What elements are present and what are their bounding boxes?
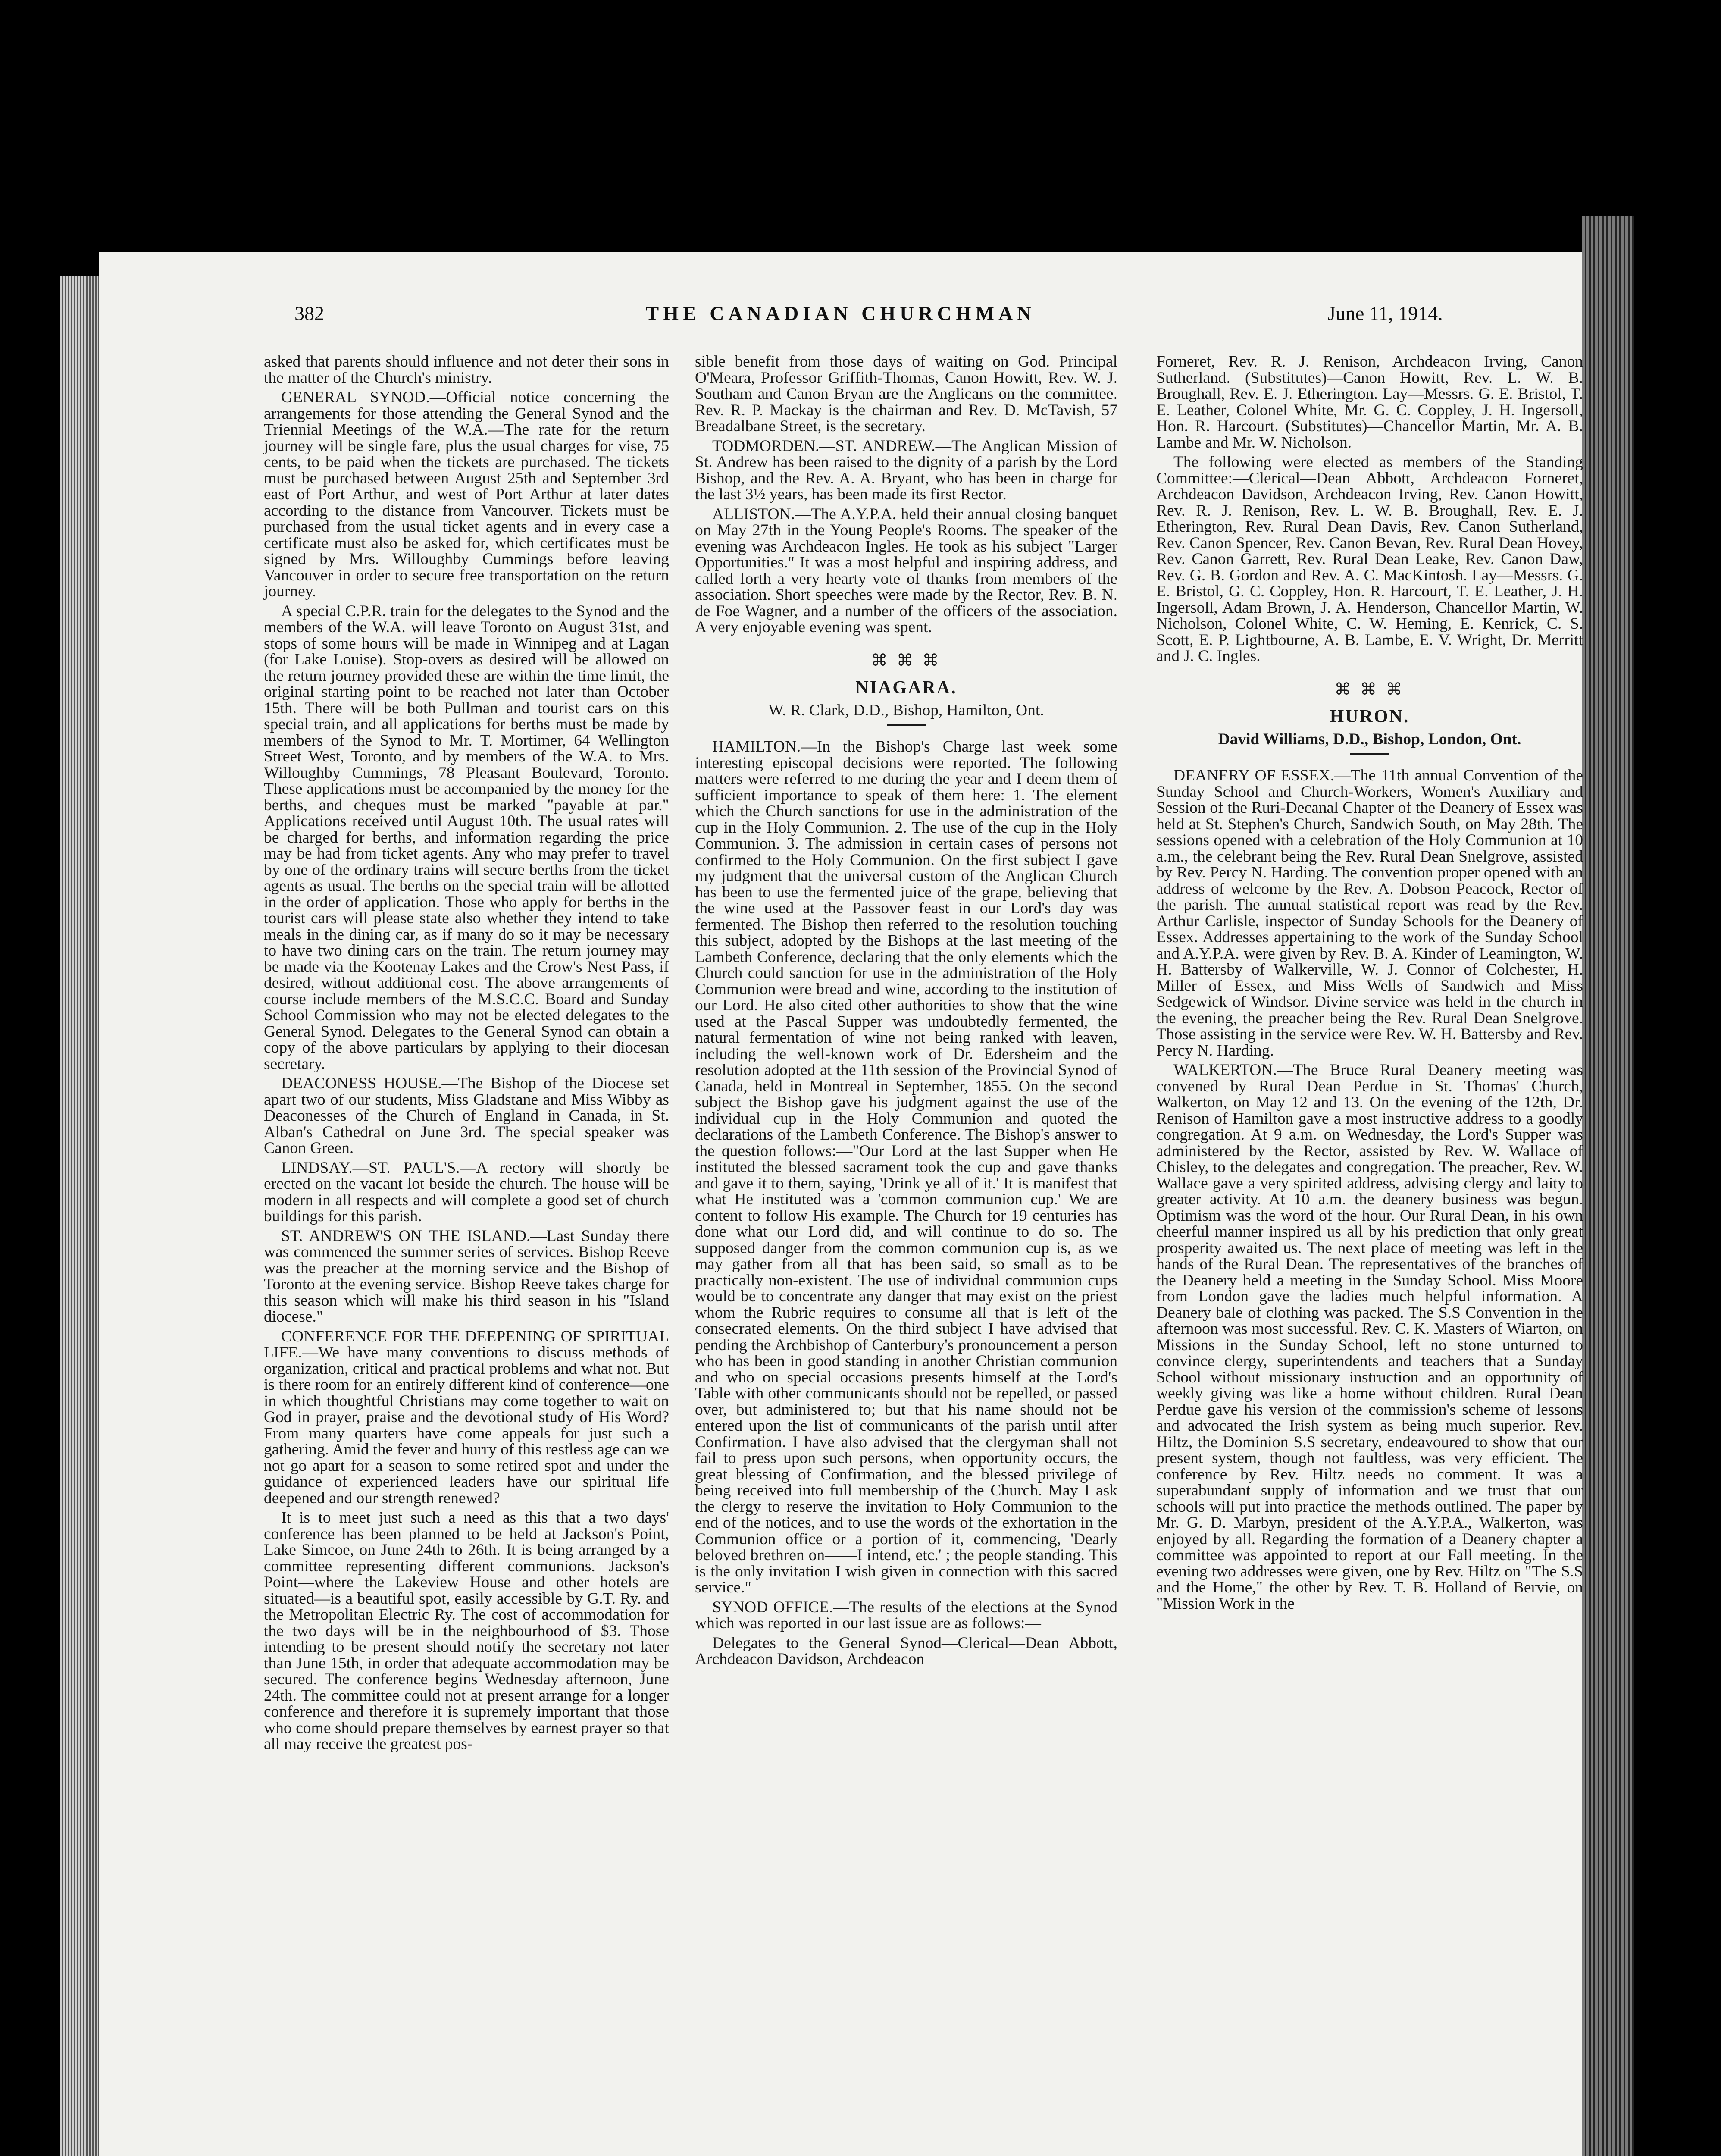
article-paragraph: Delegates to the General Synod—Clerical—Dean Abbott, Archdeacon Davidson, Archdeacon [695, 1634, 1117, 1668]
column-middle [695, 354, 1117, 1671]
gutter-shadow [1582, 216, 1634, 2156]
article-paragraph: A special C.P.R. train for the delegates to the Synod and the members of the W.A. will leave Toronto on August 31st, and stops of some hours will be made in Winnipeg and at Lagan (for Lake Louise). Stop-overs as desired will be allowed on the return journey provided these are within the time limit, the original starting point to be reached not later than October 15th. There will be both Pullman and tourist cars on this special train, and all applications for berths must be made by members of the Synod to Mr. T. Mortimer, 64 Wellington Street West, Toronto, and by members of the W.A. to Mrs. Willoughby Cummings, 78 Pleasant Boulevard, Toronto. These applications must be accompanied by the money for the berths, and cheques must be marked "payable at par." Applications received until August 10th. The usual rates will be charged for berths, and information regarding the price may be had from ticket agents. Any who may prefer to travel by one of the ordinary trains will secure berths from the ticket agents as usual. The berths on the special train will be allotted in the order of application. Those who apply for berths in the tourist cars will please state also whether they intend to take meals in the dining car, as if many do so it may be necessary to have two dining cars on the train. The return journey may be made via the Kootenay Lakes and the Crow's Nest Pass, if desired, without additional cost. The above arrangements of course include members of the M.S.C.C. Board and Sunday School Commission who may not be elected delegates to the General Synod. Delegates to the General Synod can obtain a copy of the above particulars by applying to their diocesan secretary. [264, 602, 669, 1073]
diocese-bishop: David Williams, D.D., Bishop, London, Ont. [1218, 730, 1521, 748]
section-rule [887, 724, 926, 726]
article-paragraph: GENERAL SYNOD.—Official notice concerning the arrangements for those attending the General Synod and the Triennial Meetings of the W.A.—The rate for the return journey will be single fare, plus the usual charges for vise, 75 cents, to be paid when the tickets are purchased. The tickets must be purchased between August 25th and September 3rd east of Port Arthur, and west of Port Arthur at later dates according to the distance from Vancouver. Tickets must be purchased from the usual ticket agents and in every case a certificate must also be asked for, which certificates must be signed by Mrs. Willoughby Cummings before leaving Vancouver in order to secure free transportation on the return journey. [264, 389, 669, 600]
article-paragraph: It is to meet just such a need as this that a two days' conference has been planned to be held at Jackson's Point, Lake Simcoe, on June 24th to 26th. It is being arranged by a committee representing different communions. Jackson's Point—where the Lakeview House and other hotels are situated—is a beautiful spot, easily accessible by G.T. Ry. and the Metropolitan Electric Ry. The cost of accommodation for the two days will be in the neighbourhood of $3. Those intending to be present should notify the secretary not later than June 15th, in order that adequate accommodation may be secured. The conference begins Wednesday afternoon, June 24th. The committee could not at present arrange for a longer conference and therefore it is supremely important that those who come should prepare themselves by earnest prayer so that all may receive the greatest pos- [264, 1509, 669, 1753]
article-paragraph: sible benefit from those days of waiting on God. Principal O'Meara, Professor Griffith-Thomas, Canon Howitt, Rev. W. J. Southam and Canon Bryan are the Anglicans on the committee. Rev. R. P. Mackay is the chairman and Rev. D. McTavish, 57 Breadalbane Street, is the secretary. [695, 353, 1117, 435]
column-right [1156, 354, 1583, 1615]
issue-date: June 11, 1914. [1328, 302, 1443, 324]
article-paragraph: ALLISTON.—The A.Y.P.A. held their annual closing banquet on May 27th in the Young People's Rooms. The speaker of the evening was Archdeacon Ingles. He took as his subject "Larger Opportunities." It was a most helpful and inspiring address, and called forth a very hearty vote of thanks from members of the association. Short speeches were made by the Rector, Rev. B. N. de Foe Wagner, and a number of the officers of the association. A very enjoyable evening was spent. [695, 505, 1117, 636]
article-paragraph: SYNOD OFFICE.—The results of the elections at the Synod which was reported in our last issue are as follows:— [695, 1598, 1117, 1632]
article-paragraph: DEANERY OF ESSEX.—The 11th annual Convention of the Sunday School and Church-Workers, Women's Auxiliary and Session of the Ruri-Decanal Chapter of the Deanery of Essex was held at St. Stephen's Church, Sandwich South, on May 28th. The sessions opened with a celebration of the Holy Communion at 10 a.m., the celebrant being the Rev. Rural Dean Snelgrove, assisted by Rev. Percy N. Harding. The convention proper opened with an address of welcome by the Rev. A. Dobson Peacock, Rector of the parish. The annual statistical report was read by the Rev. Arthur Carlisle, inspector of Sunday Schools for the Deanery of Essex. Addresses appertaining to the work of the Sunday School and A.Y.P.A. were given by Rev. B. A. Kinder of Leamington, W. H. Battersby of Walkerville, W. J. Connor of Colchester, H. Miller of Essex, and Miss Wells of Sandwich and Miss Sedgewick of Windsor. Divine service was held in the church in the evening, the preacher being the Rev. Rural Dean Snelgrove. Those assisting in the service were Rev. W. H. Battersby and Rev. Percy N. Harding. [1156, 767, 1583, 1059]
article-paragraph: LINDSAY.—ST. PAUL'S.—A rectory will shortly be erected on the vacant lot beside the church. The house will be modern in all respects and will complete a good set of church buildings for this parish. [264, 1159, 669, 1225]
article-paragraph: WALKERTON.—The Bruce Rural Deanery meeting was convened by Rural Dean Perdue in St. Thomas' Church, Walkerton, on May 12 and 13. On the evening of the 12th, Dr. Renison of Hamilton gave a most instructive address to a goodly congregation. At 9 a.m. on Wednesday, the Lord's Supper was administered by the Rector, assisted by Rev. W. Wallace of Chisley, to the delegates and congregation. The preacher, Rev. W. Wallace gave a very spirited address, advising clergy and laity to greater activity. At 10 a.m. the deanery business was begun. Optimism was the word of the hour. Our Rural Dean, in his own cheerful manner inspired us all by his prediction that only great prosperity awaited us. The next place of meeting was left in the hands of the Rural Dean. The representatives of the branches of the Deanery held a meeting in the Sunday School. Miss Moore from London gave the ladies much helpful information. A Deanery bale of clothing was packed. The S.S Convention in the afternoon was most successful. Rev. C. K. Masters of Wiarton, on Missions in the Sunday School, left no stone unturned to convince clergy, superintendents and teachers that a Sunday School without missionary instruction and an opportunity of weekly giving was like a home without children. Rural Dean Perdue gave his version of the commission's scheme of lessons and advocated the Irish system as being much superior. Rev. Hiltz, the Dominion S.S secretary, endeavoured to show that our present system, though not faultless, was very efficient. The conference by Rev. Hiltz needs no comment. It was a superabundant supply of information and we trust that our schools will put into practice the methods outlined. The paper by Mr. G. D. Marbyn, president of the A.Y.P.A., Walkerton, was enjoyed by all. Regarding the formation of a Deanery chapter a committee was appointed to report at our Fall meeting. In the evening two addresses were given, one by Rev. Hiltz on "The S.S and the Home," the other by Rev. T. B. Holland of Bervie, on "Mission Work in the [1156, 1061, 1583, 1613]
article-paragraph: The following were elected as members of the Standing Committee:—Clerical—Dean Abbott, Archdeacon Forneret, Archdeacon Davidson, Archdeacon Irving, Rev. Canon Howitt, Rev. R. J. Renison, Rev. L. W. B. Broughall, Rev. E. J. Etherington, Rev. Rural Dean Davis, Rev. Canon Sutherland, Rev. Canon Spencer, Rev. Canon Bevan, Rev. Rural Dean Hovey, Rev. Canon Garrett, Rev. Rural Dean Leake, Rev. Canon Daw, Rev. G. B. Gordon and Rev. A. C. MacKintosh. Lay—Messrs. G. E. Bristol, G. C. Coppley, Hon. R. Harcourt, T. E. Leather, J. H. Ingersoll, Adam Brown, J. A. Henderson, Chancellor Martin, W. Nicholson, Colonel White, C. W. Heming, E. Kenrick, C. S. Scott, E. P. Lightbourne, A. B. Lambe, E. V. Wright, Dr. Merritt and J. C. Ingles. [1156, 453, 1583, 665]
column-left [264, 354, 669, 1756]
page-number: 382 [294, 302, 324, 324]
article-paragraph: CONFERENCE FOR THE DEEPENING OF SPIRITUAL LIFE.—We have many conventions to discuss methods of organization, critical and practical problems and what not. But is there room for an entirely different kind of conference—one in which thoughtful Christians may come together to wait on God in prayer, praise and the devotional study of His Word? From many quarters have come appeals for just such a gathering. Amid the fever and hurry of this restless age can we not go apart for a season to some retired spot and under the guidance of experienced leaders have our spiritual life deepened and our strength renewed? [264, 1327, 669, 1507]
article-paragraph: HAMILTON.—In the Bishop's Charge last week some interesting episcopal decisions were reported. The following matters were referred to me during the year and I deem them of sufficient importance to speak of them here: 1. The element which the Church sanctions for use in the administration of the cup in the Holy Communion. 2. The use of the cup in the Holy Communion. 3. The admission in certain cases of persons not confirmed to the Holy Communion. On the first subject I gave my judgment that the universal custom of the Anglican Church has been to use the fermented juice of the grape, believing that the wine used at the Passover feast in our Lord's day was fermented. The Bishop then referred to the resolution touching this subject, adopted by the Bishops at the last meeting of the Lambeth Conference, declaring that the only elements which the Church could sanction for use in the administration of the Holy Communion were bread and wine, according to the institution of our Lord. He also cited other authorities to show that the wine used at the Pascal Supper was undoubtedly fermented, the natural fermentation of wine not being ranked with leaven, including the well-known work of Dr. Edersheim and the resolution adopted at the 11th session of the Provincial Synod of Canada, held in Montreal in September, 1855. On the second subject the Bishop gave his judgment against the use of the individual cup in the Holy Communion and quoted the declarations of the Lambeth Conference. The Bishop's answer to the question follows:—"Our Lord at the last Supper when He instituted the blessed sacrament took the cup and gave thanks and gave it to them, saying, 'Drink ye all of it.' It is manifest that what He instituted was a 'common communion cup.' We are content to follow His example. The Church for 19 centuries has done what our Lord did, and will continue to do so. The supposed danger from the common communion cup is, as we may gather from all that has been said, so small as to be practically non-existent. The use of individual communion cups would be to concentrate any danger that may exist on the priest whom the Rubric requires to consume all that is left of the consecrated elements. On the third subject I have advised that pending the Archbishop of Canterbury's pronouncement a person who has been in good standing in another Christian communion and who on special occasions presents himself at the Lord's Table with other communicants should not be repelled, or passed over, but administered to; but that his name should not be entered upon the list of communicants of the parish until after Confirmation. I have also advised that the clergyman shall not fail to press upon such persons, when opportunity occurs, the great blessing of Confirmation, and the blessed privilege of being received into full membership of the Church. May I ask the clergy to reserve the invitation to Holy Communion to the end of the notices, and to use the words of the exhortation in the Communion office or a portion of it, commencing, 'Dearly beloved brethren on——I intend, etc.' ; the people standing. This is the only invitation I wish given in connection with this sacred service." [695, 738, 1117, 1596]
section-ornament: ⌘ ⌘ ⌘ [871, 651, 942, 670]
article-paragraph: TODMORDEN.—ST. ANDREW.—The Anglican Mission of St. Andrew has been raised to the dignity of a parish by the Lord Bishop, and the Rev. A. A. Bryant, who has been in charge for the last 3½ years, has been made its first Rector. [695, 437, 1117, 503]
diocese-heading: HURON. [1330, 707, 1410, 727]
section-ornament: ⌘ ⌘ ⌘ [1334, 680, 1405, 699]
section-rule [1350, 753, 1389, 755]
diocese-bishop: W. R. Clark, D.D., Bishop, Hamilton, Ont. [768, 701, 1044, 719]
masthead-title: THE CANADIAN CHURCHMAN [645, 302, 1036, 324]
article-paragraph: ST. ANDREW'S ON THE ISLAND.—Last Sunday there was commenced the summer series of services. Bishop Reeve was the preacher at the morning service and the Bishop of Toronto at the evening service. Bishop Reeve takes charge for this season which will make his third season in his "Island diocese." [264, 1227, 669, 1326]
article-paragraph: asked that parents should influence and not deter their sons in the matter of the Church's ministry. [264, 353, 669, 387]
article-paragraph: DEACONESS HOUSE.—The Bishop of the Diocese set apart two of our students, Miss Gladstane and Miss Wibby as Deaconesses of the Church of England in Canada, in St. Alban's Cathedral on June 3rd. The special speaker was Canon Green. [264, 1075, 669, 1157]
article-paragraph: Forneret, Rev. R. J. Renison, Archdeacon Irving, Canon Sutherland. (Substitutes)—Canon Howitt, Rev. L. W. B. Broughall, Rev. E. J. Etherington. Lay—Messrs. G. E. Bristol, T. E. Leather, Colonel White, Mr. G. C. Coppley, J. H. Ingersoll, Hon. R. Harcourt. (Substitutes)—Chancellor Martin, Mr. A. B. Lambe and Mr. W. Nicholson. [1156, 353, 1583, 451]
page-stack-edge [60, 276, 101, 2156]
diocese-heading: NIAGARA. [855, 678, 957, 698]
